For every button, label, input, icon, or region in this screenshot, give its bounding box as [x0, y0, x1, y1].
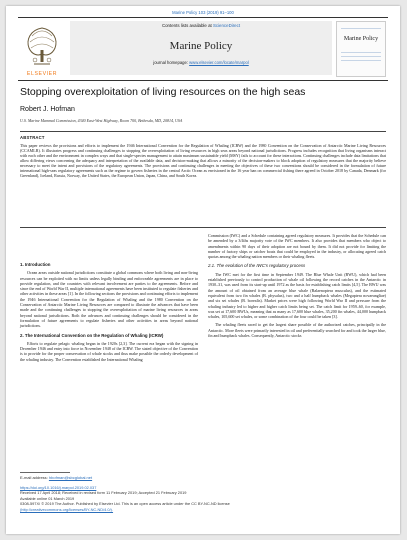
homepage-line	[70, 60, 332, 65]
abstract-text: This paper reviews the provisions and efforts to implement the 1946 International Convention for the Regulation of Whaling (ICRW) and the 1980 Convention on the Conservation of Antarctic Marine Living Resources (CCAMLR). It illustrates progress and continuing challenges to stopping the overexploitation of living resources in high seas areas beyond national jurisdictions. Progress includes recognition that living organisms interact with each other and the environment in complex ways and that single-species management to attain maximum sustainable yield (MSY) fails to account for these interactions. Continuing challenges include data limitations that allow differing views concerning the adequacy and interpretation of the available data, and decision-making that allows a minority of the decision-makers to block adoption of regulatory measures that the majority believe necessary to meet the intent and provisions of the regulatory agreements. The provisions and continuing challenges in meeting the objectives of these two conventions should be considered in the formulation of future international high-seas regulatory agreements such as the regime to govern fisheries in the central Arctic Ocean as envisioned in the 16 year ban on commercial fishing there agreed in October 2018 by Canada, Denmark (for Greenland), Iceland, Russia, Norway, the United States, the European Union, Japan, China, and South Korea.	[20, 143, 386, 179]
cover-band	[341, 56, 381, 57]
author-affiliation: U.S. Marine Mammal Commission, 4340 East-West Highway, Room 700, Bethesda, MD, 20814, USA	[20, 118, 183, 123]
paragraph: The IWC met for the first time in September 1949. The Blue Whale Unit (BWU), which had been established previously to control production of whale oil following the record catches in the Antarctic in 1930–31, was used from its start-up until 1972 as the basis for establishing catch limits [4,5]. The BWU was the amount of oil obtained from an average blue whale (Balaenoptera musculus), and the estimated equivalent from two fin whales (B. physalus), two and a half humpback whales (Megaptera novaeangliae) and six sei whales (B. borealis). Market prices were high following World War II and pressure from the whaling industry led to higher and higher catch limits being set. The catch limit for 1959–60, for example, was set at 17,600 BWUs, meaning that as many as 17,600 blue whales, 35,200 fin whales, 44,000 humpback whales, 105,600 sei whales, or some combination of the four could be taken [3].	[208, 271, 386, 320]
journal-homepage-link[interactable]: www.elsevier.com/locate/marpol	[189, 60, 249, 65]
article-page	[6, 6, 400, 534]
homepage-prefix: journal homepage:	[153, 60, 190, 65]
elsevier-logo	[20, 22, 64, 76]
cover-title: Marine Policy	[343, 36, 379, 42]
cover-band	[341, 60, 381, 61]
paragraph: Efforts to regulate pelagic whaling began in the 1920s [2,3]. The current era began with the signing in December 1946 and entry into force in November 1948 of the ICRW. The stated objective of the Convention is to provide for the proper conservation of whale stocks and thus make possible the orderly development of the whaling industry. The Convention established the International Whaling	[20, 340, 198, 362]
journal-title: Marine Policy	[169, 40, 233, 52]
publication-info	[20, 485, 390, 512]
author-name: Robert J. Hofman	[20, 106, 75, 113]
article-title: Stopping overexploitation of living resources on the high seas	[20, 86, 306, 98]
paragraph: Ocean areas outside national jurisdictions constitute a global commons where both living and non-living resources can be exploited with no limits unless legally binding and enforceable agreements are in place to provide regulation, and the countries with relevant involvement are parties to the agreements. Before and since the end of World War II, multiple international agreements have been instituted to regulate fisheries and other activities in these areas [1]. In the following sections the provisions and continuing efforts to implement the 1946 International Convention for the Regulation of Whaling and the 1980 Convention on the Conservation of Antarctic Marine Living Resources are compared to illustrate the advances that have been made and the continuing challenges to stopping the overexploitation of marine living resources in areas beyond national jurisdictions. Both the advances and continuing challenges should be considered in the formulation of future agreements to regulate fisheries and other activities in areas beyond national jurisdictions.	[20, 270, 198, 329]
subsection-heading-evolution: 2.1. The evolution of the IWC's regulatory process	[208, 263, 306, 269]
journal-cover-thumbnail	[336, 21, 386, 77]
journal-masthead	[70, 21, 332, 75]
author-email-footnote	[20, 475, 200, 480]
journal-reference: Marine Policy 103 (2019) 91–100	[172, 10, 234, 15]
journal-header	[18, 17, 388, 81]
left-column	[20, 233, 198, 365]
paragraph: Commission (IWC) and a Schedule containing agreed regulatory measures. It provides that the Schedule can be amended by a 3/4ths majority vote of the IWC members. It also provides that members who object to amendments within 90 days of their adoption are not bound by them. It did not provide for limiting the number of factory ships or catcher boats that could be employed in the industry, or allocating agreed catch quotas among the whaling nation members or their whaling fleets.	[208, 233, 386, 260]
paragraph: The whaling fleets raced to get the largest share possible of the authorized catches, principally in the Antarctic. More fleets were primarily interested in oil and preferentially searched for and took the larger blue, fin and humpback whales. Consequently, Antarctic stocks	[208, 322, 386, 339]
email-label: E-mail address:	[20, 475, 49, 480]
doi-link[interactable]: https://doi.org/10.1016/j.marpol.2019.02.037	[20, 485, 97, 490]
abstract-heading: ABSTRACT	[20, 135, 45, 140]
contents-line	[70, 23, 332, 28]
right-column	[208, 233, 386, 341]
section-heading-icrw: 2. The International Convention on the Regulation of Whaling (ICRW)	[20, 332, 164, 338]
publisher-logo-text: ELSEVIER	[26, 71, 58, 77]
footnote-divider	[20, 472, 70, 473]
divider	[20, 227, 386, 228]
divider	[20, 131, 386, 132]
license-text: 0308-597X/ © 2019 The Author. Published by Elsevier Ltd. This is an open access article under the CC BY-NC-ND license	[20, 501, 230, 507]
cover-band	[341, 28, 381, 29]
section-heading-introduction: 1. Introduction	[20, 262, 51, 267]
sciencedirect-link[interactable]: ScienceDirect	[212, 23, 241, 28]
available-online-date: Available online 01 March 2019	[20, 495, 75, 501]
author-email-link[interactable]: hbofman@sbcglobal.net	[48, 475, 93, 480]
received-dates: Received 17 April 2018; Received in revised form 11 February 2019; Accepted 21 February 2019	[20, 490, 187, 496]
elsevier-tree-icon	[20, 22, 64, 68]
license-link[interactable]: (http://creativecommons.org/licenses/BY-NC-ND/4.0/).	[20, 506, 114, 512]
cover-band	[341, 52, 381, 53]
contents-prefix: Contents lists available at	[161, 23, 213, 28]
